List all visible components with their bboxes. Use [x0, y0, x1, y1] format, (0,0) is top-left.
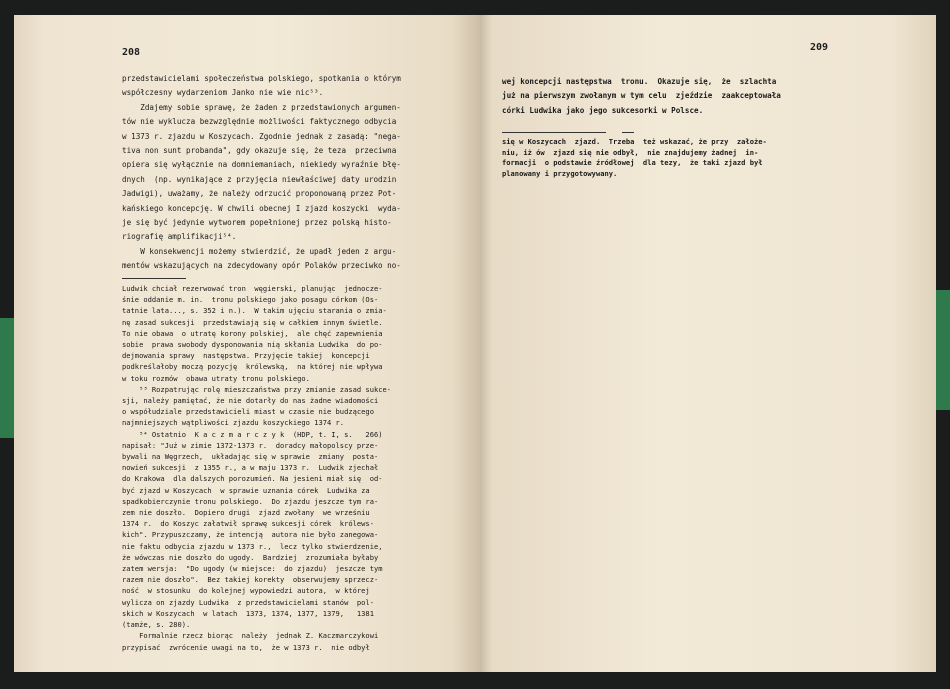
left-page: [14, 15, 480, 672]
right-body-text: wej koncepcji następstwa tronu. Okazuje się, że szlachta już na pierwszym zwołanym w tym celu zjeździe zaakceptowała córki Ludwika jako jego sukcesorki w Polsce.: [502, 77, 781, 115]
right-page: [480, 15, 936, 672]
page-number-left: 208: [122, 47, 141, 58]
left-footnotes: Ludwik chciał rezerwować tron węgierski, planując jednocze- śnie oddanie m. in. tronu polskiego jako posagu córkom (Os- tatnie lata..., s. 352 i n.). W takim ujęciu starania o zmia- nę zasad sukcesji przedstawiają się w całkiem innym świetle. To nie obawa o utratę korony polskiej, ale chęć zapewnienia sobie prawa swobody dysponowania nią skłania Ludwika do po- dejmowania sprawy następstwa. Przyjęcie takiej koncepcji podkreślałoby moczą pozycję królewską, na której nie wpływa w toku rozmów obawa utraty tronu polskiego. ⁵³ Rozpatrując rolę mieszczaństwa przy zmianie zasad sukce- sji, należy pamiętać, że nie dotarły do nas żadne wiadomości o współudziale przedstawicieli miast w czasie nie budzącego najmniejszych wątpliwości zjazdu koszyckiego 1374 r. ⁵⁴ Ostatnio K a c z m a r c z y k (HDP, t. I, s. 266) napisał: "Już w zimie 1372-1373 r. doradcy małopolscy prze- bywali na Węgrzech, układając się w sprawie zmiany posta- nowień sukcesji z 1355 r., a w maju 1373 r. Ludwik zjechał do Krakowa dla dalszych porozumień. Na jesieni miał się od- być zjazd w Koszycach w sprawie uznania córek Ludwika za spadkobierczynie tronu polskiego. Do zjazdu jeszcze tym ra- zem nie doszło. Dopiero drugi zjazd zwołany we wrześniu 1374 r. do Koszyc załatwił sprawę sukcesji córek królews- kich". Przypuszczamy, że intencją autora nie było zanegowa- nie faktu odbycia zjazdu w 1373 r., lecz tylko stwierdzenie, że wówczas nie doszło do ugody. Bardziej zrozumiała byłaby zatem wersja: "Do ugody (w miejsce: do zjazdu) jeszcze tym razem nie doszło". Bez takiej korekty obserwujemy sprzecz- ność w stosunku do kolejnej wypowiedzi autora, w której wylicza on zjazdy Ludwika z przedstawicielami stanów pol- skich w Koszycach w latach 1373, 1374, 1377, 1379, 1381 (tamże, s. 280). Formalnie rzecz biorąc należy jednak Z. Kaczmarczykowi przypisać zwrócenie uwagi na to, że w 1373 r. nie odbył: [122, 284, 392, 652]
page-number-right: 209: [810, 42, 829, 53]
footnote-separator-right-tail: [622, 132, 634, 133]
left-body-text: przedstawicielami społeczeństwa polskiego, spotkania o którym współczesny wydarzeniom Janko nie wie nic⁵³. Zdajemy sobie sprawę, że żaden z przedstawionych argumen- tów nie wyklucza bezwzględnie możliwości faktycznego odbycia w 1373 r. zjazdu w Koszycach. Zgodnie jednak z zasadą: "nega- tiva non sunt probanda", gdy okazuje się, że teza przeciwna opiera się wyłącznie na domniemaniach, niekiedy wyraźnie błę- dnych (np. wynikające z przyjęcia niewłaściwej daty urodzin Jadwigi), uważamy, że należy odrzucić proponowaną przez Pot- kańskiego koncepcję. W chwili obecnej I zjazd koszycki wyda- je się być jedynie wytworem popełnionej przez polską histo- riografię amplifikacji⁵⁴. W konsekwencji możemy stwierdzić, że upadł jeden z argu- mentów wskazujących na zdecydowany opór Polaków przeciwko no-: [122, 74, 401, 271]
footnote-separator-left: [122, 278, 186, 279]
right-footnotes: się w Koszycach zjazd. Trzeba też wskazać, że przy założe- niu, iż ów zjazd się nie odbył, nie znajdujemy żadnej in- formacji o podstawie źródłowej dla tezy, że taki zjazd był planowany i przygotowywany.: [502, 137, 767, 178]
bookmark-ribbon-right: [934, 290, 950, 410]
footnote-separator-right: [502, 132, 606, 133]
